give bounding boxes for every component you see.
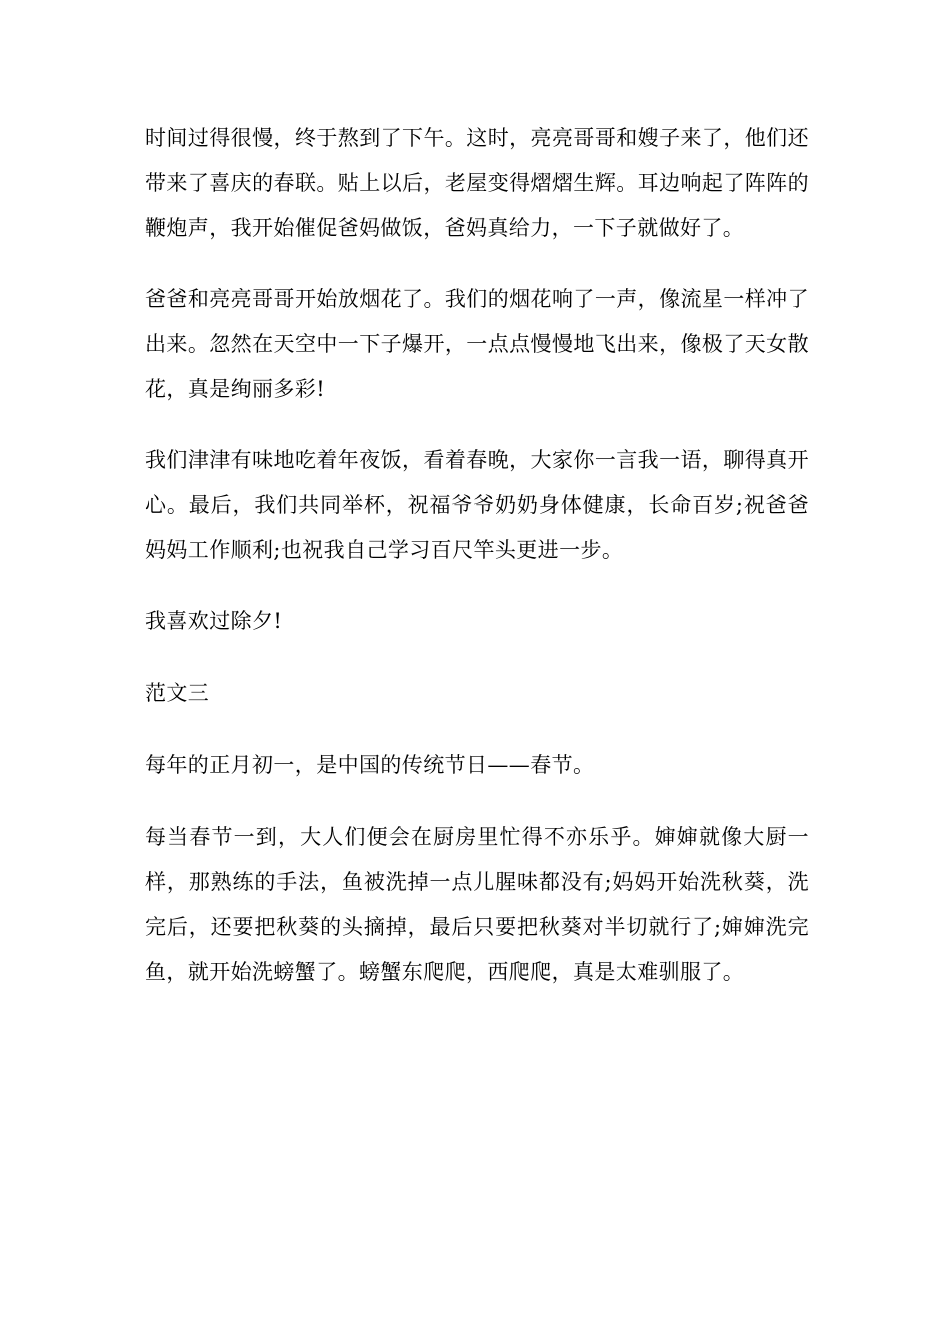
paragraph-spring-festival-intro: 每年的正月初一，是中国的传统节日——春节。 bbox=[145, 753, 595, 777]
paragraph-new-year-dinner: 我们津津有味地吃着年夜饭，看着春晚，大家你一言我一语，聊得真开心。最后，我们共同举杯，祝福爷爷奶奶身体健康，长命百岁;祝爸爸妈妈工作顺利;也祝我自己学习百尺竿头更进一步。 bbox=[145, 448, 809, 562]
paragraph-fireworks: 爸爸和亮亮哥哥开始放烟花了。我们的烟花响了一声，像流星一样冲了出来。忽然在天空中一下子爆开，一点点慢慢地飞出来，像极了天女散花，真是绚丽多彩! bbox=[145, 287, 809, 401]
paragraph-kitchen-preparation: 每当春节一到，大人们便会在厨房里忙得不亦乐乎。婶婶就像大厨一样，那熟练的手法，鱼被洗掉一点儿腥味都没有;妈妈开始洗秋葵，洗完后，还要把秋葵的头摘掉，最后只要把秋葵对半切就行了;婶婶洗完鱼，就开始洗螃蟹了。螃蟹东爬爬，西爬爬，真是太难驯服了。 bbox=[145, 825, 809, 984]
paragraph-i-like-new-years-eve: 我喜欢过除夕! bbox=[145, 609, 283, 633]
section-heading-sample-essay-three: 范文三 bbox=[145, 681, 210, 705]
paragraph-evening-preparation: 时间过得很慢，终于熬到了下午。这时，亮亮哥哥和嫂子来了，他们还带来了喜庆的春联。贴上以后，老屋变得熠熠生辉。耳边响起了阵阵的鞭炮声，我开始催促爸妈做饭，爸妈真给力，一下子就做好了。 bbox=[145, 126, 809, 240]
document-body bbox=[145, 116, 809, 1021]
